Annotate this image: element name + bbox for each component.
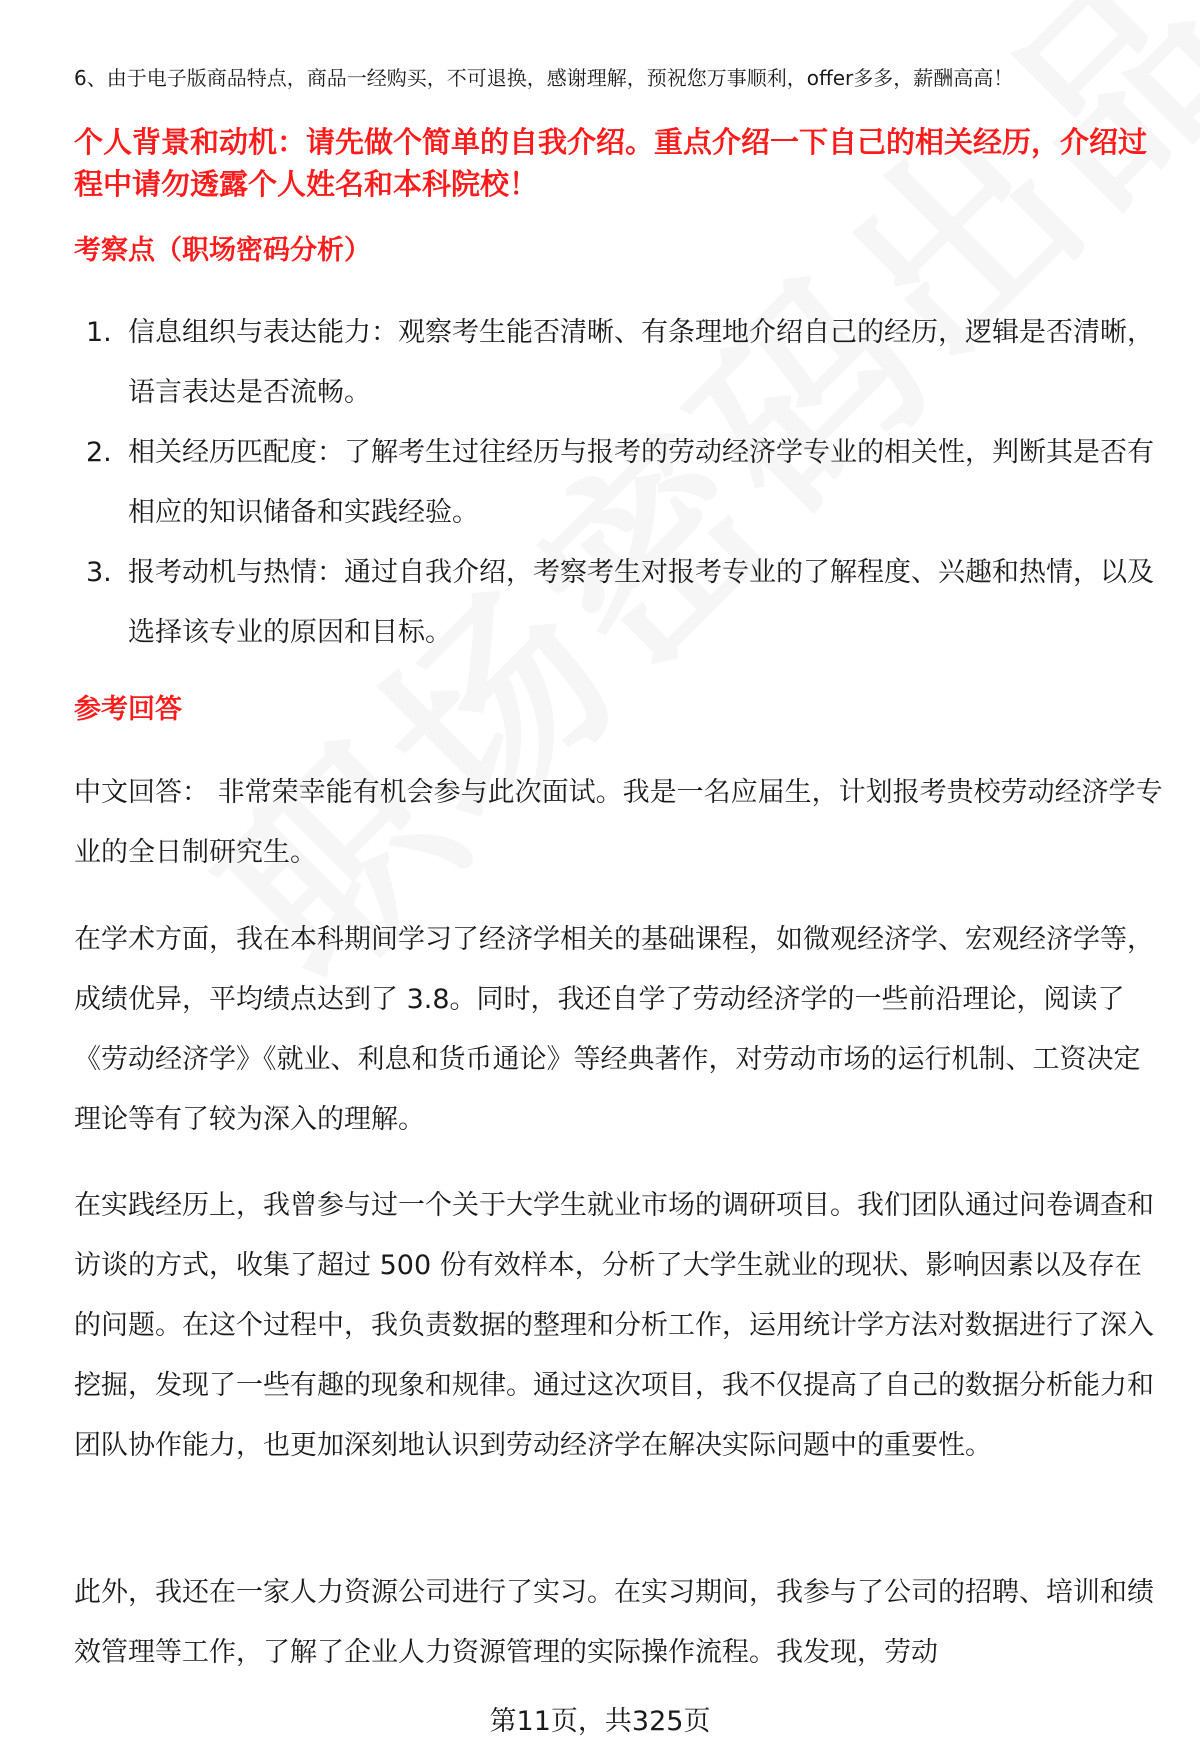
list-item: [74, 543, 1154, 663]
list-item-text: 相关经历匹配度：了解考生过往经历与报考的劳动经济学专业的相关性，判断其是否有相应的知识储备和实践经验。: [128, 437, 1154, 528]
list-item-text: 报考动机与热情：通过自我介绍，考察考生对报考专业的了解程度、兴趣和热情，以及选择该专业的原因和目标。: [128, 557, 1154, 648]
purchase-notice: 6、由于电子版商品特点，商品一经购买，不可退换，感谢理解，预祝您万事顺利，offer多多，薪酬高高！: [74, 66, 1014, 90]
list-item: [74, 423, 1154, 543]
answer-paragraph: 在实践经历上，我曾参与过一个关于大学生就业市场的调研项目。我们团队通过问卷调查和访谈的方式，收集了超过 500 份有效样本，分析了大学生就业的现状、影响因素以及存在的问题。在这个过程中，我负责数据的整理和分析工作，运用统计学方法对数据进行了深入挖掘，发现了一些有趣的现象和规律。通过这次项目，我不仅提高了自己的数据分析能力和团队协作能力，也更加深刻地认识到劳动经济学在解决实际问题中的重要性。: [74, 1190, 1154, 1461]
answer-paragraph: 此外，我还在一家人力资源公司进行了实习。在实习期间，我参与了公司的招聘、培训和绩效管理等工作，了解了企业人力资源管理的实际操作流程。我发现，劳动: [74, 1577, 1154, 1668]
answer-paragraph: 在学术方面，我在本科期间学习了经济学相关的基础课程，如微观经济学、宏观经济学等，成绩优异，平均绩点达到了 3.8。同时，我还自学了劳动经济学的一些前沿理论，阅读了《劳动经济学》《就业、利息和货币通论》等经典著作，对劳动市场的运行机制、工资决定理论等有了较为深入的理解。: [74, 924, 1154, 1135]
reference-answer-title: 参考回答: [74, 694, 182, 725]
answer-paragraph: 中文回答： 非常荣幸能有机会参与此次面试。我是一名应届生，计划报考贵校劳动经济学专业的全日制研究生。: [74, 777, 1163, 868]
list-item-number: 1.: [86, 317, 112, 348]
assessment-points-title: 考察点（职场密码分析）: [74, 235, 371, 266]
page-number: 第11页，共325页: [489, 1706, 711, 1737]
list-item-number: 3.: [86, 557, 112, 588]
list-item-text: 信息组织与表达能力：观察考生能否清晰、有条理地介绍自己的经历，逻辑是否清晰，语言表达是否流畅。: [128, 317, 1154, 408]
list-item-number: 2.: [86, 437, 112, 468]
list-item: [74, 303, 1154, 423]
assessment-points-list: [74, 303, 1154, 663]
interview-question: 个人背景和动机：请先做个简单的自我介绍。重点介绍一下自己的相关经历，介绍过程中请勿透露个人姓名和本科院校！: [74, 125, 1148, 201]
